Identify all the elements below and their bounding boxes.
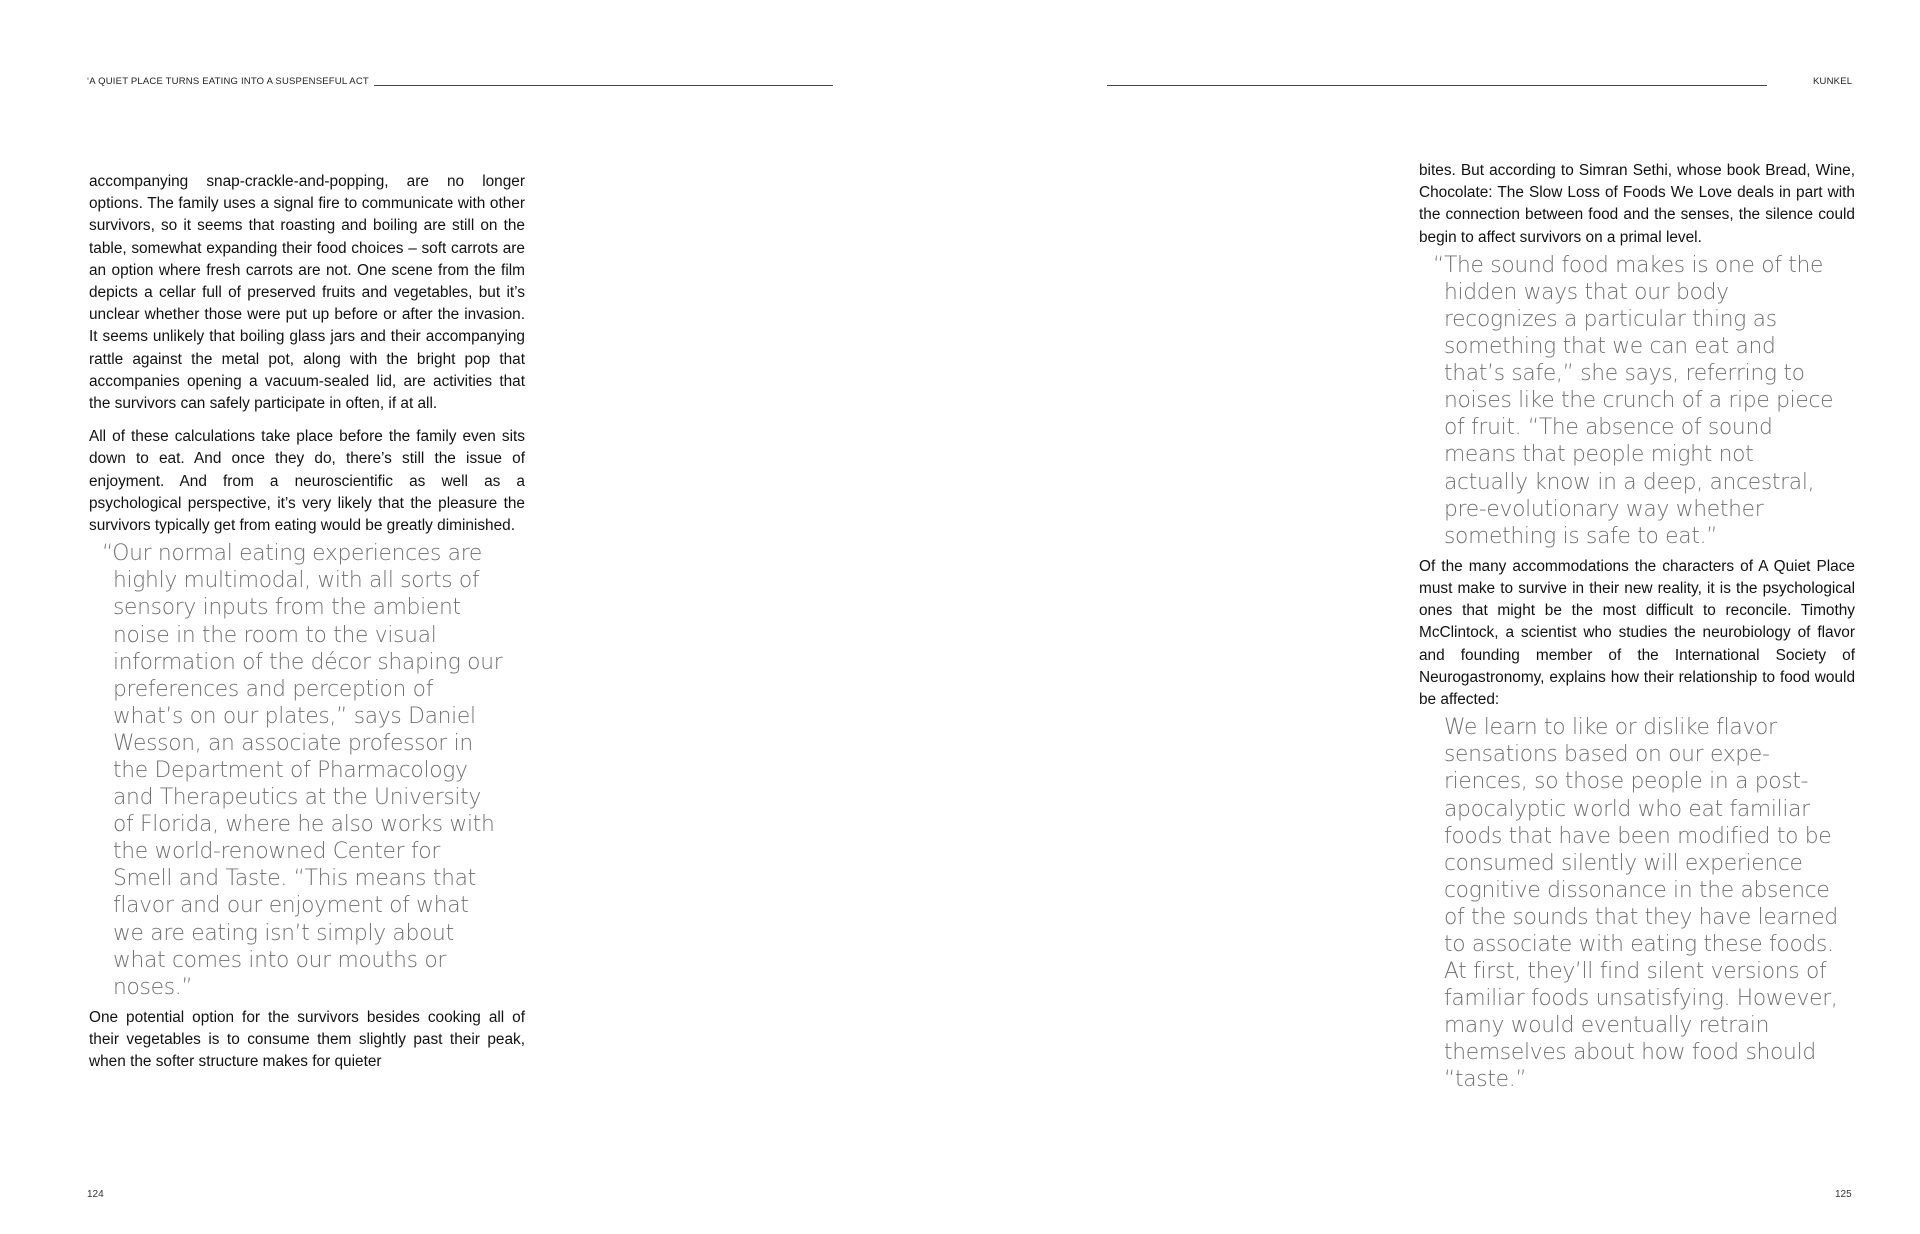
right-paragraph-2: Of the many accommodations the characters of A Quiet Place must make to survive in their new reality, it is the psychological ones that might be the most difficult to reconcile. Timothy McClintock, a scientist who studies the neurobiology of flavor and founding member of the International Society of Neurogastronomy, explains how their relationship to food would be affected: <box>1419 557 1855 709</box>
right-pull-quote: “The sound food makes is one of the hidden ways that our body recognizes a particular thing as something that we can eat and that’s safe,” she says, referring to noises like the crunch of a ripe piece of fruit. “The absence of sound means that people might not actually know in a deep, ancestral, pre-evolutionary way whether something is safe to eat.” <box>1433 252 1834 549</box>
left-paragraph-3: One potential option for the survivors besides cooking all of their vegetables is to consume them slightly past their peak, when the softer structure makes for quieter <box>89 1008 525 1071</box>
left-page-number: 124 <box>87 1189 104 1200</box>
right-paragraph-1: bites. But according to Simran Sethi, whose book Bread, Wine, Chocolate: The Slow Loss of Foods We Love deals in part with the connection between food and the senses, the silence could begin to affect survivors on a primal level. <box>1419 162 1855 246</box>
left-column <box>89 171 525 1073</box>
left-header-rule <box>374 85 833 86</box>
right-column <box>1419 160 1855 1100</box>
right-page-number: 125 <box>1835 1189 1852 1200</box>
right-block-quote: We learn to like or dislike flavor sensations based on our experiences, so those people in a post-apocalyptic world who eat familiar foods that have been modified to be consumed silently will experience cognitive dissonance in the absence of the sounds that they have learned to associate with eating these foods. At first, they’ll find silent versions of familiar foods unsatisfying. However, many would eventually retrain themselves about how food should “taste.” <box>1444 715 1838 1093</box>
left-running-head: ‘A QUIET PLACE TURNS EATING INTO A SUSPENSEFUL ACT <box>87 76 369 87</box>
right-page <box>960 0 1920 1234</box>
left-paragraph-1: accompanying snap-crackle-and-popping, are no longer options. The family uses a signal fire to communicate with other survivors, so it seems that roasting and boiling are still on the table, somewhat expanding their food choices – soft carrots are an option where fresh carrots are not. One scene from the film depicts a cellar full of preserved fruits and vegetables, but it’s unclear whether those were put up before or after the invasion. It seems unlikely that boiling glass jars and their accompanying rattle against the metal pot, along with the bright pop that accompanies opening a vacuum-sealed lid, are activities that the survivors can safely participate in often, if at all. <box>89 173 525 413</box>
right-header-rule <box>1107 85 1767 86</box>
left-paragraph-2: All of these calculations take place before the family even sits down to eat. And once they do, there’s still the issue of enjoyment. And from a neuroscientific as well as a psychological perspective, it’s very likely that the pleasure the survivors typically get from eating would be greatly diminished. <box>89 428 525 535</box>
left-pull-quote: “Our normal eating experiences are highly multimodal, with all sorts of sensory inputs from the ambient noise in the room to the visual information of the décor shaping our preferences and perception of what’s on our plates,” says Daniel Wesson, an associate professor in the Department of Pharmacology and Therapeutics at the University of Florida, where he also works with the world-renowned Center for Smell and Taste. “This means that flavor and our enjoyment of what we are eating isn’t simply about what comes into our mouths or noses.” <box>102 541 503 1000</box>
right-running-head: KUNKEL <box>1813 76 1853 87</box>
